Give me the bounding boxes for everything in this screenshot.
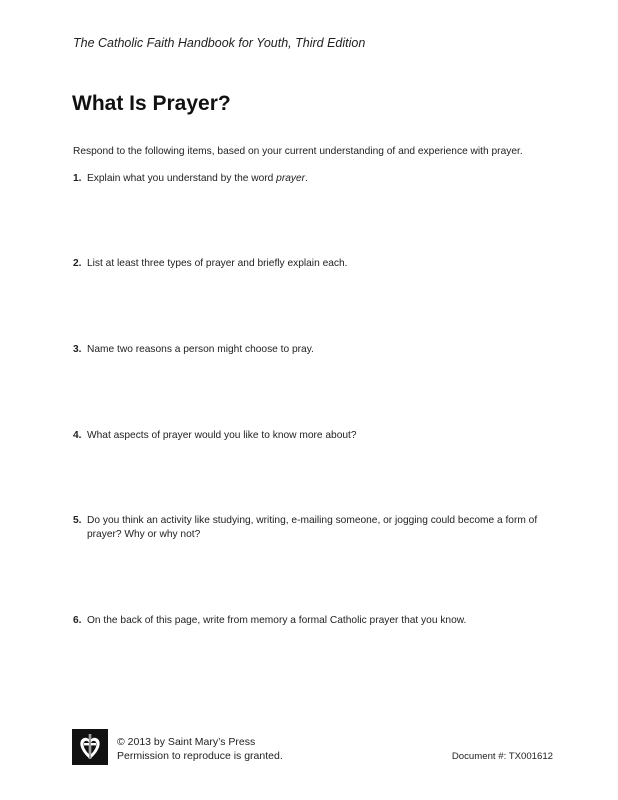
instructions-text: Respond to the following items, based on your current understanding of and experience with prayer. — [73, 146, 523, 157]
question-1 — [73, 172, 543, 186]
question-text: On the back of this page, write from memory a formal Catholic prayer that you know. — [87, 615, 467, 626]
permission-text: Permission to reproduce is granted. — [117, 750, 283, 762]
question-2 — [73, 257, 543, 271]
question-text: Name two reasons a person might choose to pray. — [87, 344, 314, 355]
running-head-title: The Catholic Faith Handbook for Youth, Third Edition — [73, 36, 366, 50]
saint-marys-press-logo-icon — [72, 729, 108, 765]
question-text: Explain what you understand by the word prayer. — [87, 173, 308, 184]
question-3 — [73, 343, 543, 357]
question-5 — [73, 514, 543, 542]
emphasized-word: prayer — [276, 173, 306, 184]
question-4 — [73, 429, 543, 443]
page-title: What Is Prayer? — [72, 92, 231, 115]
question-number: 4. — [73, 430, 82, 441]
footer-copyright — [117, 735, 283, 763]
question-6 — [73, 614, 543, 628]
question-number: 1. — [73, 173, 82, 184]
question-text: What aspects of prayer would you like to know more about? — [87, 430, 357, 441]
question-number: 6. — [73, 615, 82, 626]
copyright-text: © 2013 by Saint Mary’s Press — [117, 736, 256, 748]
question-number: 2. — [73, 258, 82, 269]
question-text: Do you think an activity like studying, writing, e-mailing someone, or jogging could become a form of prayer? Why or why not? — [87, 515, 538, 540]
question-number: 5. — [73, 515, 82, 526]
question-number: 3. — [73, 344, 82, 355]
document-number: Document #: TX001612 — [451, 751, 553, 762]
question-text: List at least three types of prayer and briefly explain each. — [87, 258, 348, 269]
